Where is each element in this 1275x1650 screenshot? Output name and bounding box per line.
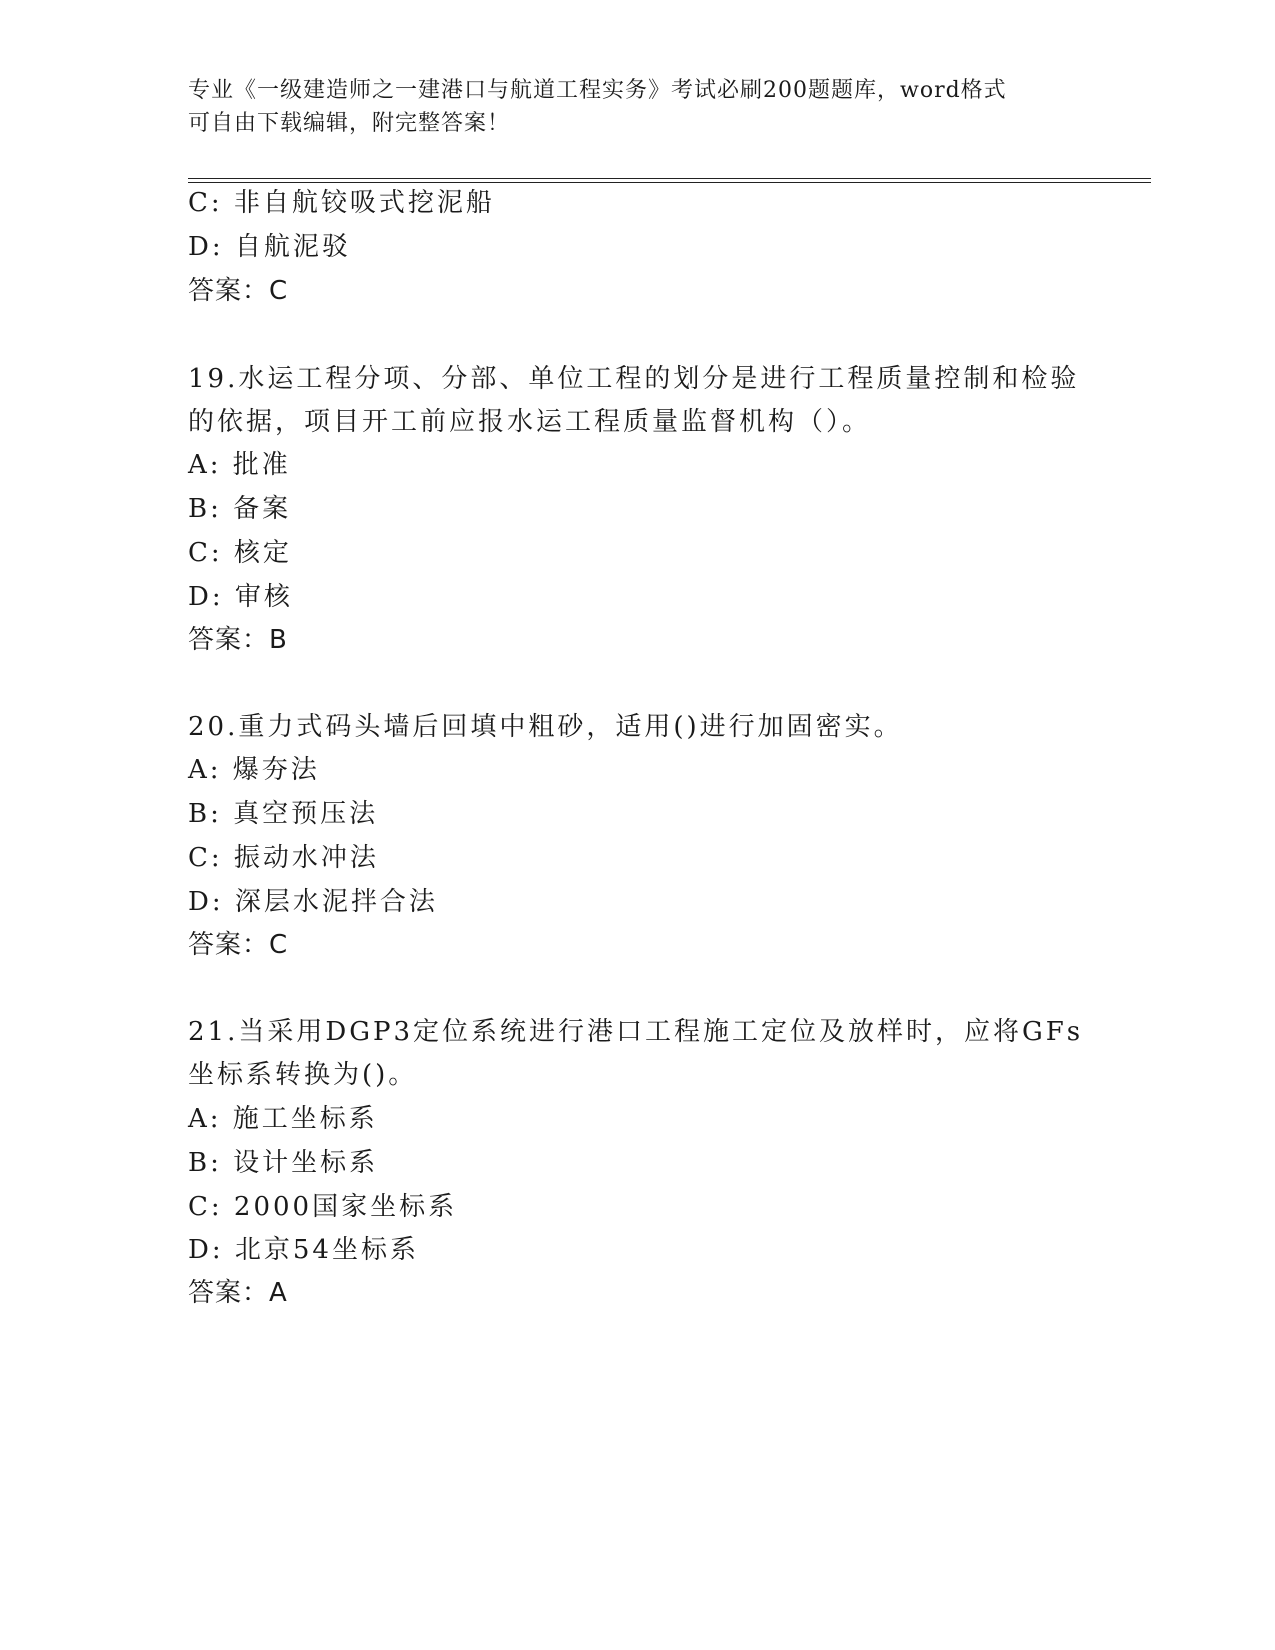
q19-stem-line-2: 的依据，项目开工前应报水运工程质量监督机构（）。 — [188, 407, 872, 437]
q21-option-d: D: 北京54坐标系 — [188, 1235, 419, 1265]
q19-stem-line-1: 19.水运工程分项、分部、单位工程的划分是进行工程质量控制和检验 — [188, 364, 1080, 394]
q20-answer: 答案：C — [188, 930, 289, 960]
q18-option-c: C: 非自航铰吸式挖泥船 — [188, 188, 495, 218]
q19-answer: 答案：B — [188, 625, 288, 655]
q19-option-d: D: 审核 — [188, 582, 293, 612]
q20-option-b: B: 真空预压法 — [188, 799, 379, 829]
q21-answer: 答案：A — [188, 1278, 288, 1308]
q20-option-d: D: 深层水泥拌合法 — [188, 887, 438, 917]
q21-stem-line-2: 坐标系转换为()。 — [188, 1060, 418, 1090]
q20-stem-line-1: 20.重力式码头墙后回填中粗砂，适用()进行加固密实。 — [188, 712, 903, 742]
q20-option-a: A: 爆夯法 — [188, 755, 320, 785]
q18-answer: 答案：C — [188, 276, 289, 306]
q20-option-c: C: 振动水冲法 — [188, 843, 379, 873]
q19-option-a: A: 批准 — [188, 450, 291, 480]
q21-option-c: C: 2000国家坐标系 — [188, 1192, 458, 1222]
q21-option-a: A: 施工坐标系 — [188, 1104, 378, 1134]
header-line-2: 可自由下载编辑，附完整答案！ — [188, 111, 511, 136]
header-divider — [188, 178, 1151, 183]
q18-option-d: D: 自航泥驳 — [188, 232, 351, 262]
q19-option-c: C: 核定 — [188, 538, 292, 568]
header-line-1: 专业《一级建造师之一建港口与航道工程实务》考试必刷200题题库，word格式 — [188, 78, 1007, 103]
q19-option-b: B: 备案 — [188, 494, 292, 524]
q21-option-b: B: 设计坐标系 — [188, 1148, 379, 1178]
q21-stem-line-1: 21.当采用DGP3定位系统进行港口工程施工定位及放样时，应将GFs — [188, 1017, 1084, 1047]
document-header — [188, 74, 1068, 140]
